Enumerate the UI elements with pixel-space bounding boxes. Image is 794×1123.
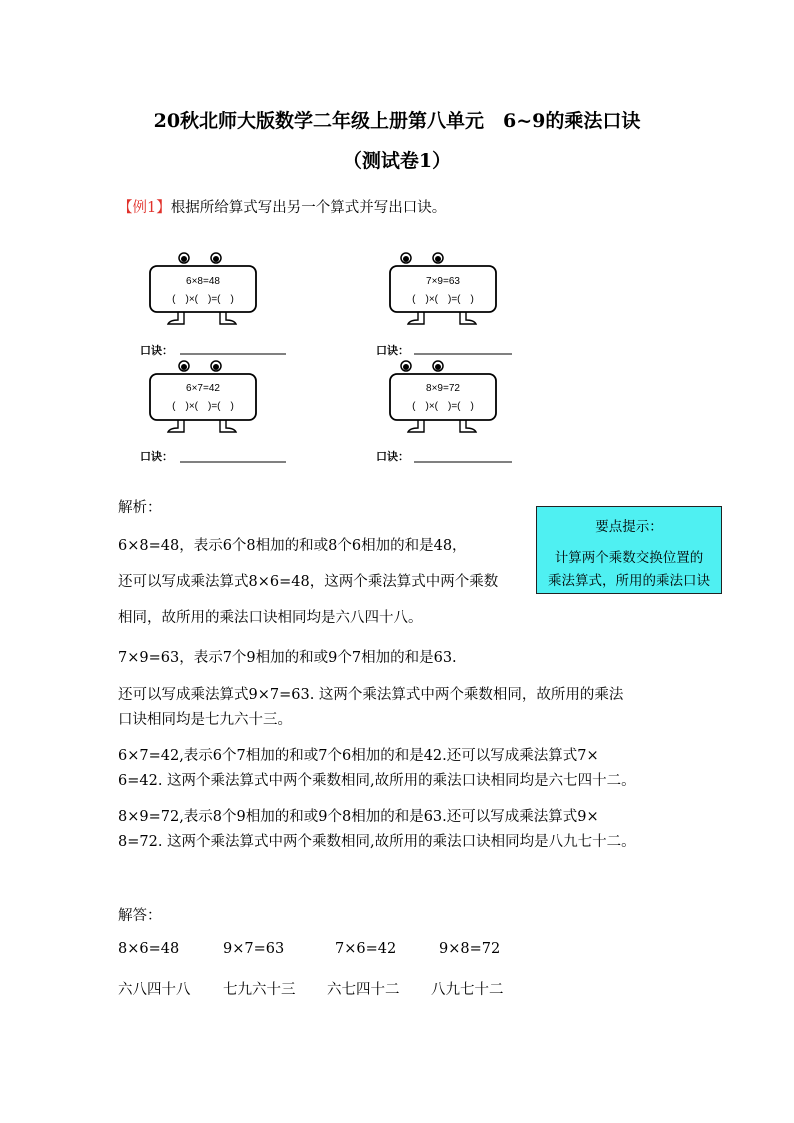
tip-title: 要点提示：	[595, 519, 663, 535]
page-subtitle: （测试卷1）	[342, 150, 452, 172]
card-4-blank: ( )×( )=( )	[412, 401, 474, 412]
card-1-blank: ( )×( )=( )	[172, 294, 234, 305]
card-1	[140, 253, 286, 357]
analysis-line-2: 还可以写成乘法算式8×6=48，这两个乘法算式中两个乘数	[118, 574, 499, 590]
answer-equation-4: 9×8=72	[439, 941, 501, 957]
card-1-rhyme-label: 口诀：	[140, 345, 173, 357]
analysis-line-3: 相同，故所用的乘法口诀相同均是六八四十八。	[118, 610, 423, 626]
analysis-line-4: 7×9=63，表示7个9相加的和或9个7相加的和是63.	[118, 650, 457, 666]
card-2-blank: ( )×( )=( )	[412, 294, 474, 305]
page-title: 20秋北师大版数学二年级上册第八单元 6~9的乘法口诀	[153, 110, 641, 132]
answer-rhyme-4: 八九七十二	[431, 982, 504, 998]
answer-equation-1: 8×6=48	[118, 941, 180, 957]
tip-box	[536, 506, 722, 594]
card-3-blank: ( )×( )=( )	[172, 401, 234, 412]
card-2-rhyme-label: 口诀：	[376, 345, 409, 357]
tip-line-1: 计算两个乘数交换位置的	[554, 550, 704, 566]
answer-equation-3: 7×6=42	[335, 941, 397, 957]
answer-equations	[118, 941, 500, 957]
example-prompt	[118, 196, 446, 217]
example-tag: 【例1】	[118, 200, 171, 216]
answer-rhymes	[118, 978, 504, 999]
analysis-line-6: 口诀相同均是七九六十三。	[118, 712, 292, 728]
card-3-equation: 6×7=42	[186, 383, 220, 394]
tip-line-2: 乘法算式，所用的乘法口诀	[548, 573, 710, 589]
card-4	[376, 361, 512, 463]
example-text: 根据所给算式写出另一个算式并写出口诀。	[170, 200, 447, 216]
analysis-line-8: 6=42. 这两个乘法算式中两个乘数相同,故所用的乘法口诀相同均是六七四十二。	[118, 773, 636, 789]
card-4-rhyme-label: 口诀：	[376, 451, 409, 463]
analysis-line-1: 6×8=48，表示6个8相加的和或8个6相加的和是48，	[118, 538, 467, 554]
card-3	[140, 361, 286, 463]
card-1-equation: 6×8=48	[186, 276, 220, 287]
analysis-line-9: 8×9=72,表示8个9相加的和或9个8相加的和是63.还可以写成乘法算式9×	[118, 809, 599, 825]
answer-rhyme-3: 六七四十二	[327, 982, 400, 998]
analysis-heading: 解析：	[118, 500, 162, 516]
answer-rhyme-1: 六八四十八	[118, 982, 191, 998]
card-2	[376, 253, 512, 357]
example-figure	[140, 246, 530, 472]
analysis-line-7: 6×7=42,表示6个7相加的和或7个6相加的和是42.还可以写成乘法算式7×	[118, 748, 599, 764]
analysis-line-10: 8=72. 这两个乘法算式中两个乘数相同,故所用的乘法口诀相同均是八九七十二。	[118, 834, 636, 850]
card-3-rhyme-label: 口诀：	[140, 451, 173, 463]
answer-rhyme-2: 七九六十三	[223, 982, 296, 998]
answer-equation-2: 9×7=63	[223, 941, 285, 957]
card-2-equation: 7×9=63	[426, 276, 460, 287]
answer-heading: 解答：	[118, 908, 162, 924]
analysis-line-5: 还可以写成乘法算式9×7=63. 这两个乘法算式中两个乘数相同，故所用的乘法	[118, 687, 624, 703]
card-4-equation: 8×9=72	[426, 383, 460, 394]
